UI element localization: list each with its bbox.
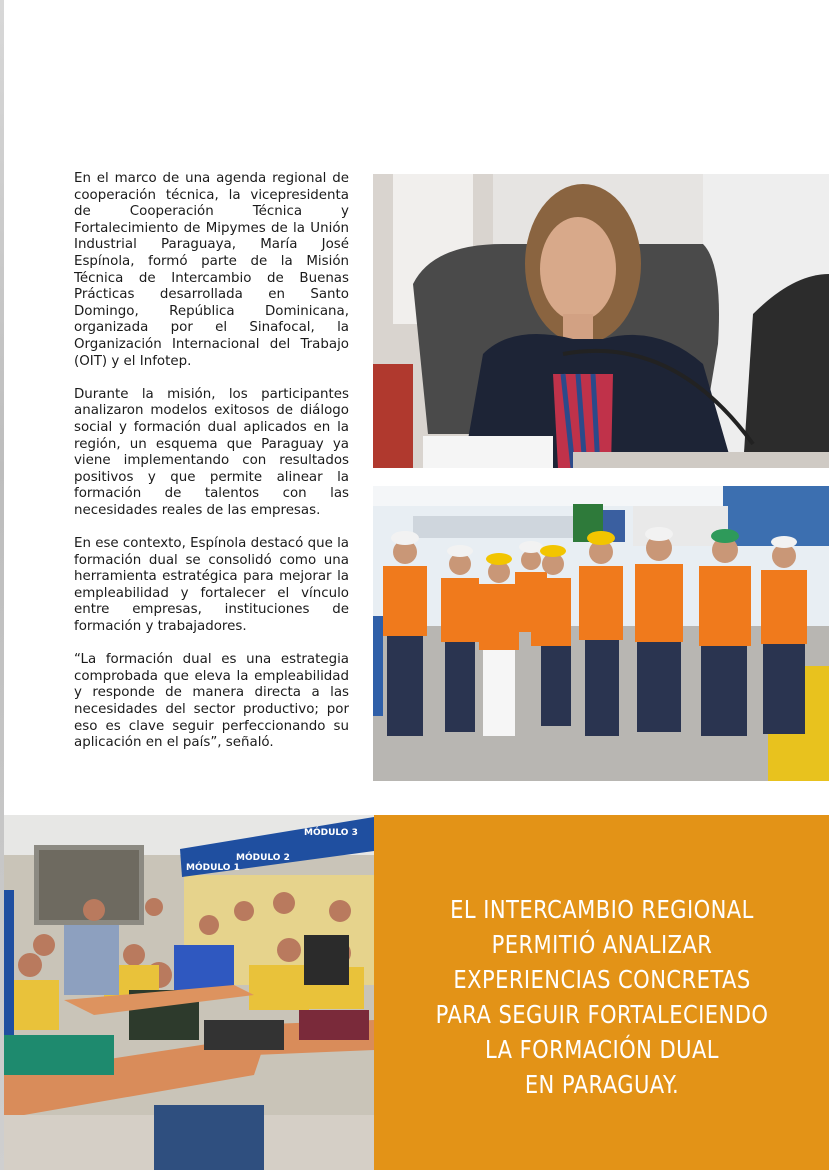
article-paragraph-4: “La formación dual es una estrategia comprobada que eleva la empleabilidad y responde de manera directa a las necesidades del sector productivo; por eso es clave seguir perfeccionando su aplicación en el país”, señaló. — [74, 652, 349, 751]
pull-quote-line-4: PARA SEGUIR FORTALECIENDO — [435, 999, 768, 1029]
pull-quote-box — [374, 815, 829, 1170]
article-paragraph-1: En el marco de una agenda regional de cooperación técnica, la vicepresidenta de Cooperación Técnica y Fortalecimiento de Mipymes de la Unión Industrial Paraguaya, María José Espínola, formó parte de la Misión Técnica de Intercambio de Buenas Prácticas desarrollada en Santo Domingo, República Dominicana, organizada por el Sinafocal, la Organización Internacional del Trabajo (OIT) y el Infotep. — [74, 171, 349, 369]
group-photo — [373, 486, 829, 781]
article-body — [74, 171, 349, 768]
meeting-photo — [373, 174, 829, 468]
article-paragraph-3: En ese contexto, Espínola destacó que la formación dual se consolidó como una herramienta estratégica para mejorar la empleabilidad y fortalecer el vínculo entre empresas, instituciones de formación y trabajadores. — [74, 536, 349, 635]
pull-quote-line-1: EL INTERCAMBIO REGIONAL — [449, 894, 754, 924]
pull-quote-line-2: PERMITIÓ ANALIZAR — [491, 929, 712, 959]
classroom-photo — [4, 815, 374, 1170]
module-sign-2: MÓDULO 2 — [236, 853, 290, 863]
module-sign-3: MÓDULO 3 — [304, 828, 358, 838]
pull-quote-line-5: LA FORMACIÓN DUAL — [484, 1034, 719, 1064]
pull-quote-text — [421, 884, 782, 1102]
article-paragraph-2: Durante la misión, los participantes analizaron modelos exitosos de diálogo social y formación dual aplicados en la región, un esquema que Paraguay ya viene implementando con resultados positivos y que permite alinear la formación de talentos con las necesidades reales de las empresas. — [74, 386, 349, 518]
module-sign-1: MÓDULO 1 — [186, 863, 240, 873]
pull-quote-line-6: EN PARAGUAY. — [524, 1069, 679, 1099]
pull-quote-line-3: EXPERIENCIAS CONCRETAS — [452, 964, 751, 994]
